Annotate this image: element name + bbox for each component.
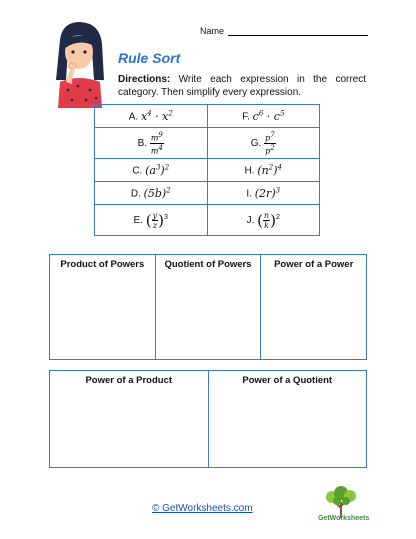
expression-g: G. $\frac{p^7}{p^2}$ [207, 128, 320, 159]
category-quotient-of-powers[interactable]: Quotient of Powers [156, 255, 262, 359]
name-label: Name [200, 26, 225, 36]
girl-illustration [48, 20, 110, 108]
name-field [200, 26, 368, 36]
expression-b: B. $\frac{m^9}{m^4}$ [95, 128, 208, 159]
expression-e: E. ( $\frac{y}{z}$ )$^3$ [95, 205, 208, 236]
category-power-of-a-quotient[interactable]: Power of a Quotient [242, 375, 333, 386]
directions-label: Directions: [118, 74, 171, 85]
logo-text: GetWorksheets [318, 515, 370, 522]
expression-h: H. $(n^2)^4$ [207, 159, 320, 182]
expression-j: J. ( $\frac{n}{k}$ )$^2$ [207, 205, 320, 236]
expression-i: I. $(2r)^3$ [207, 182, 320, 205]
sort-box-row1 [49, 254, 367, 360]
expression-a: A. $x^4 \cdot x^2$ [95, 105, 208, 128]
worksheet-title: Rule Sort [118, 50, 181, 66]
expression-table [94, 104, 320, 236]
expression-d: D. $(5b)^2$ [95, 182, 208, 205]
name-line[interactable] [228, 26, 368, 36]
sort-box-row2 [49, 370, 367, 468]
expression-c: C. $(a^3)^2$ [95, 159, 208, 182]
directions-text: Write each expression in the correct category. Then simplify every expression. [118, 74, 366, 98]
directions [118, 73, 366, 99]
category-power-of-a-power[interactable]: Power of a Power [274, 259, 354, 270]
expression-f: F. $c^6 \cdot c^5$ [207, 105, 320, 128]
category-product-of-powers[interactable]: Product of Powers [50, 255, 156, 359]
footer-link[interactable]: © GetWorksheets.com [152, 503, 253, 514]
category-power-of-a-product[interactable]: Power of a Product [50, 371, 209, 467]
